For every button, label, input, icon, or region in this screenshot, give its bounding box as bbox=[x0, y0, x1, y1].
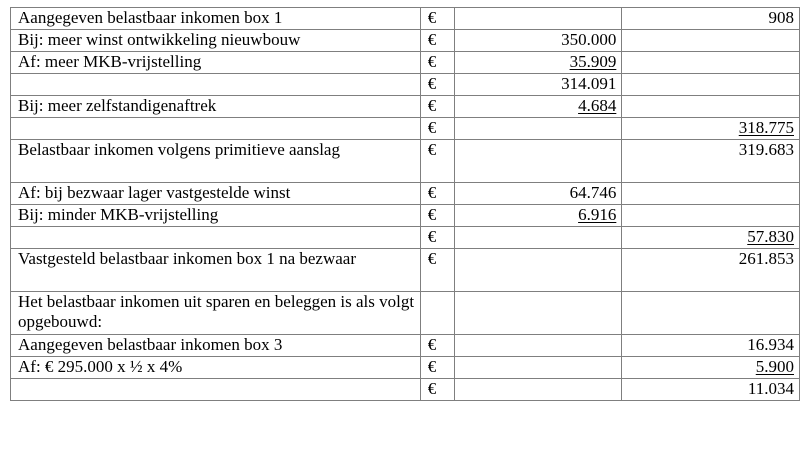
total-amount-cell bbox=[622, 8, 800, 30]
row-description: Aangegeven belastbaar inkomen box 1 bbox=[11, 8, 421, 30]
row-description bbox=[11, 379, 421, 401]
currency-symbol: € bbox=[420, 140, 454, 183]
total-amount-cell bbox=[622, 379, 800, 401]
table-row bbox=[11, 8, 800, 30]
currency-symbol: € bbox=[420, 118, 454, 140]
total-amount-cell bbox=[622, 205, 800, 227]
row-description: Bij: meer zelfstandigenaftrek bbox=[11, 96, 421, 118]
subtotal-amount: 350.000 bbox=[561, 30, 617, 49]
total-amount-cell bbox=[622, 30, 800, 52]
subtotal-amount-cell bbox=[454, 357, 622, 379]
total-amount: 5.900 bbox=[755, 357, 794, 376]
subtotal-amount: 6.916 bbox=[578, 205, 617, 224]
currency-symbol: € bbox=[420, 96, 454, 118]
row-description: Bij: minder MKB-vrijstelling bbox=[11, 205, 421, 227]
currency-symbol: € bbox=[420, 74, 454, 96]
subtotal-amount-cell bbox=[454, 335, 622, 357]
currency-symbol: € bbox=[420, 227, 454, 249]
table-row bbox=[11, 96, 800, 118]
subtotal-amount: 35.909 bbox=[569, 52, 617, 71]
total-amount-cell bbox=[622, 335, 800, 357]
row-description: Af: € 295.000 x ½ x 4% bbox=[11, 357, 421, 379]
subtotal-amount-cell bbox=[454, 52, 622, 74]
total-amount-cell bbox=[622, 140, 800, 183]
total-amount-cell bbox=[622, 74, 800, 96]
total-amount-cell bbox=[622, 227, 800, 249]
row-description: Af: meer MKB-vrijstelling bbox=[11, 52, 421, 74]
subtotal-amount-cell bbox=[454, 96, 622, 118]
row-description bbox=[11, 227, 421, 249]
row-description: Belastbaar inkomen volgens primitieve aanslag bbox=[11, 140, 421, 183]
subtotal-amount-cell bbox=[454, 74, 622, 96]
table-row bbox=[11, 357, 800, 379]
table-row bbox=[11, 140, 800, 183]
total-amount: 16.934 bbox=[747, 335, 794, 354]
table-row bbox=[11, 74, 800, 96]
subtotal-amount-cell bbox=[454, 205, 622, 227]
subtotal-amount: 314.091 bbox=[561, 74, 617, 93]
currency-symbol bbox=[420, 292, 454, 335]
row-description: Aangegeven belastbaar inkomen box 3 bbox=[11, 335, 421, 357]
total-amount: 57.830 bbox=[747, 227, 794, 246]
currency-symbol: € bbox=[420, 335, 454, 357]
total-amount-cell bbox=[622, 292, 800, 335]
table-row bbox=[11, 249, 800, 292]
income-calculation-table bbox=[10, 7, 800, 401]
table-row bbox=[11, 205, 800, 227]
total-amount-cell bbox=[622, 357, 800, 379]
subtotal-amount-cell bbox=[454, 140, 622, 183]
currency-symbol: € bbox=[420, 205, 454, 227]
total-amount: 11.034 bbox=[747, 379, 794, 398]
subtotal-amount-cell bbox=[454, 249, 622, 292]
subtotal-amount-cell bbox=[454, 379, 622, 401]
subtotal-amount-cell bbox=[454, 118, 622, 140]
table-row bbox=[11, 118, 800, 140]
total-amount-cell bbox=[622, 52, 800, 74]
subtotal-amount-cell bbox=[454, 183, 622, 205]
table-row bbox=[11, 335, 800, 357]
row-description bbox=[11, 118, 421, 140]
subtotal-amount: 64.746 bbox=[569, 183, 617, 202]
total-amount-cell bbox=[622, 96, 800, 118]
currency-symbol: € bbox=[420, 183, 454, 205]
subtotal-amount-cell bbox=[454, 30, 622, 52]
row-description bbox=[11, 74, 421, 96]
table-row bbox=[11, 379, 800, 401]
currency-symbol: € bbox=[420, 52, 454, 74]
table-row bbox=[11, 52, 800, 74]
table-row bbox=[11, 183, 800, 205]
total-amount-cell bbox=[622, 118, 800, 140]
subtotal-amount-cell bbox=[454, 227, 622, 249]
total-amount: 318.775 bbox=[738, 118, 794, 137]
subtotal-amount-cell bbox=[454, 8, 622, 30]
total-amount: 908 bbox=[768, 8, 794, 27]
total-amount: 319.683 bbox=[738, 140, 794, 159]
subtotal-amount-cell bbox=[454, 292, 622, 335]
total-amount-cell bbox=[622, 249, 800, 292]
currency-symbol: € bbox=[420, 357, 454, 379]
currency-symbol: € bbox=[420, 249, 454, 292]
table-row bbox=[11, 227, 800, 249]
currency-symbol: € bbox=[420, 30, 454, 52]
total-amount-cell bbox=[622, 183, 800, 205]
subtotal-amount: 4.684 bbox=[578, 96, 617, 115]
row-description: Het belastbaar inkomen uit sparen en beleggen is als volgt opgebouwd: bbox=[11, 292, 421, 335]
table-row bbox=[11, 292, 800, 335]
row-description: Bij: meer winst ontwikkeling nieuwbouw bbox=[11, 30, 421, 52]
total-amount: 261.853 bbox=[738, 249, 794, 268]
row-description: Vastgesteld belastbaar inkomen box 1 na bezwaar bbox=[11, 249, 421, 292]
calculation-table-body bbox=[11, 8, 800, 401]
calculation-sheet bbox=[10, 7, 800, 401]
currency-symbol: € bbox=[420, 379, 454, 401]
currency-symbol: € bbox=[420, 8, 454, 30]
row-description: Af: bij bezwaar lager vastgestelde winst bbox=[11, 183, 421, 205]
table-row bbox=[11, 30, 800, 52]
